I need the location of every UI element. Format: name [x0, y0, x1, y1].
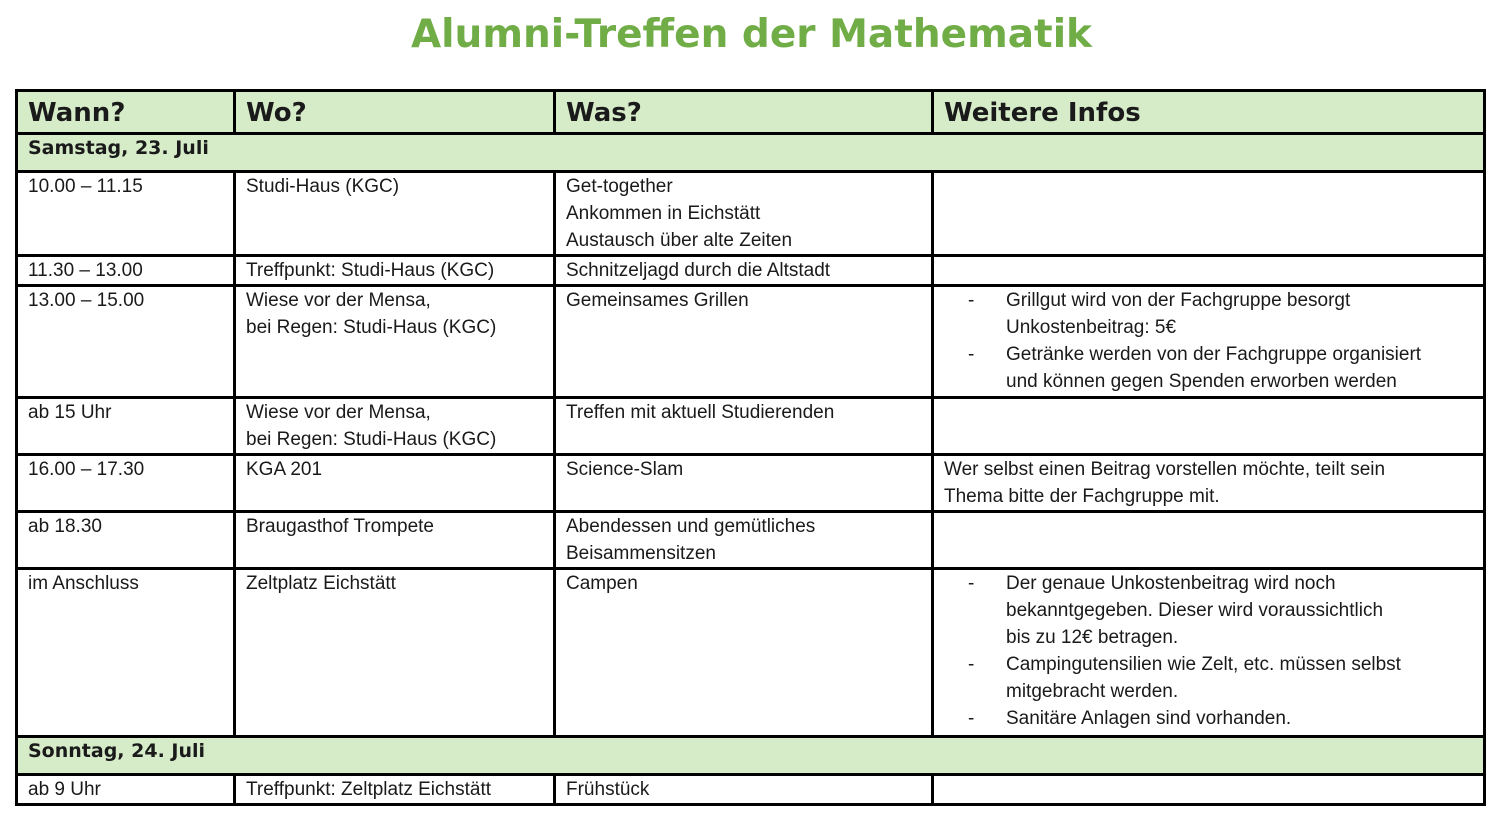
info-bullet-item — [944, 651, 1473, 705]
location-line: Zeltplatz Eichstätt — [246, 573, 396, 594]
cell-what — [555, 512, 933, 569]
activity-line: Science-Slam — [566, 459, 684, 480]
location-line: Wiese vor der Mensa, — [246, 402, 431, 423]
cell-when — [17, 256, 235, 286]
dash-bullet-icon: - — [968, 290, 975, 311]
info-bullet-list — [944, 570, 1473, 732]
info-bullet-list — [944, 287, 1473, 395]
cell-info — [933, 172, 1485, 256]
info-bullet-item — [944, 570, 1473, 651]
info-bullet-line: und können gegen Spenden erworben werden — [1006, 371, 1397, 392]
activity-line: Schnitzeljagd durch die Altstadt — [566, 260, 831, 281]
info-line: Thema bitte der Fachgruppe mit. — [944, 486, 1220, 507]
table-row — [17, 256, 1485, 286]
cell-where — [235, 172, 555, 256]
location-line: Studi-Haus (KGC) — [246, 176, 400, 197]
time-text: 16.00 – 17.30 — [28, 459, 145, 480]
cell-when — [17, 569, 235, 737]
dash-bullet-icon: - — [968, 654, 975, 675]
info-bullet-line: Sanitäre Anlagen sind vorhanden. — [1006, 708, 1292, 729]
cell-what — [555, 286, 933, 398]
page-title: Alumni-Treffen der Mathematik — [411, 12, 1092, 57]
header-where: Wo? — [235, 91, 555, 134]
cell-when — [17, 286, 235, 398]
info-bullet-line: Der genaue Unkostenbeitrag wird noch — [1006, 573, 1336, 594]
cell-when — [17, 398, 235, 455]
time-text: ab 15 Uhr — [28, 402, 112, 423]
info-line: Wer selbst einen Beitrag vorstellen möchte, teilt sein — [944, 459, 1386, 480]
info-bullet-line: Campingutensilien wie Zelt, etc. müssen selbst — [1006, 654, 1401, 675]
dash-bullet-icon: - — [968, 708, 975, 729]
activity-line: Beisammensitzen — [566, 543, 716, 564]
location-line: bei Regen: Studi-Haus (KGC) — [246, 317, 497, 338]
dash-bullet-icon: - — [968, 344, 975, 365]
info-bullet-line: Grillgut wird von der Fachgruppe besorgt — [1006, 290, 1351, 311]
table-row — [17, 775, 1485, 805]
table-row — [17, 398, 1485, 455]
cell-info — [933, 256, 1485, 286]
activity-line: Austausch über alte Zeiten — [566, 230, 793, 251]
table-row — [17, 172, 1485, 256]
info-bullet-line: bis zu 12€ betragen. — [1006, 627, 1179, 648]
cell-where — [235, 569, 555, 737]
table-row — [17, 455, 1485, 512]
cell-info — [933, 286, 1485, 398]
cell-info — [933, 569, 1485, 737]
time-text: ab 18.30 — [28, 516, 102, 537]
cell-what — [555, 455, 933, 512]
cell-when — [17, 172, 235, 256]
cell-where — [235, 512, 555, 569]
schedule-body — [17, 134, 1485, 805]
info-bullet-line: bekanntgegeben. Dieser wird voraussichtlich — [1006, 600, 1384, 621]
cell-when — [17, 775, 235, 805]
day-label: Samstag, 23. Juli — [17, 134, 1485, 172]
time-text: 10.00 – 11.15 — [28, 176, 143, 197]
cell-where — [235, 775, 555, 805]
cell-what — [555, 569, 933, 737]
info-bullet-line: Getränke werden von der Fachgruppe organisiert — [1006, 344, 1422, 365]
info-bullet-item — [944, 341, 1473, 395]
time-text: 11.30 – 13.00 — [28, 260, 143, 281]
activity-line: Gemeinsames Grillen — [566, 290, 749, 311]
location-line: Braugasthof Trompete — [246, 516, 434, 537]
table-header-row — [17, 91, 1485, 134]
cell-where — [235, 455, 555, 512]
cell-info — [933, 398, 1485, 455]
cell-what — [555, 256, 933, 286]
cell-when — [17, 455, 235, 512]
schedule-table — [15, 89, 1486, 806]
cell-what — [555, 398, 933, 455]
cell-where — [235, 286, 555, 398]
location-line: Treffpunkt: Zeltplatz Eichstätt — [246, 779, 491, 800]
header-when: Wann? — [17, 91, 235, 134]
cell-info — [933, 455, 1485, 512]
activity-line: Campen — [566, 573, 638, 594]
day-label: Sonntag, 24. Juli — [17, 737, 1485, 775]
table-row — [17, 512, 1485, 569]
day-header-row — [17, 134, 1485, 172]
dash-bullet-icon: - — [968, 573, 975, 594]
info-bullet-line: Unkostenbeitrag: 5€ — [1006, 317, 1177, 338]
cell-where — [235, 398, 555, 455]
table-row — [17, 569, 1485, 737]
cell-where — [235, 256, 555, 286]
location-line: bei Regen: Studi-Haus (KGC) — [246, 429, 497, 450]
info-bullet-item — [944, 705, 1473, 732]
location-line: Treffpunkt: Studi-Haus (KGC) — [246, 260, 495, 281]
info-bullet-line: mitgebracht werden. — [1006, 681, 1179, 702]
location-line: KGA 201 — [246, 459, 323, 480]
table-row — [17, 286, 1485, 398]
time-text: ab 9 Uhr — [28, 779, 101, 800]
cell-info — [933, 512, 1485, 569]
cell-info — [933, 775, 1485, 805]
activity-line: Treffen mit aktuell Studierenden — [566, 402, 835, 423]
time-text: im Anschluss — [28, 573, 139, 594]
cell-what — [555, 172, 933, 256]
cell-when — [17, 512, 235, 569]
info-bullet-item — [944, 287, 1473, 341]
cell-what — [555, 775, 933, 805]
time-text: 13.00 – 15.00 — [28, 290, 145, 311]
header-what: Was? — [555, 91, 933, 134]
activity-line: Frühstück — [566, 779, 650, 800]
activity-line: Abendessen und gemütliches — [566, 516, 816, 537]
activity-line: Ankommen in Eichstätt — [566, 203, 761, 224]
location-line: Wiese vor der Mensa, — [246, 290, 431, 311]
day-header-row — [17, 737, 1485, 775]
activity-line: Get-together — [566, 176, 673, 197]
header-info: Weitere Infos — [933, 91, 1485, 134]
